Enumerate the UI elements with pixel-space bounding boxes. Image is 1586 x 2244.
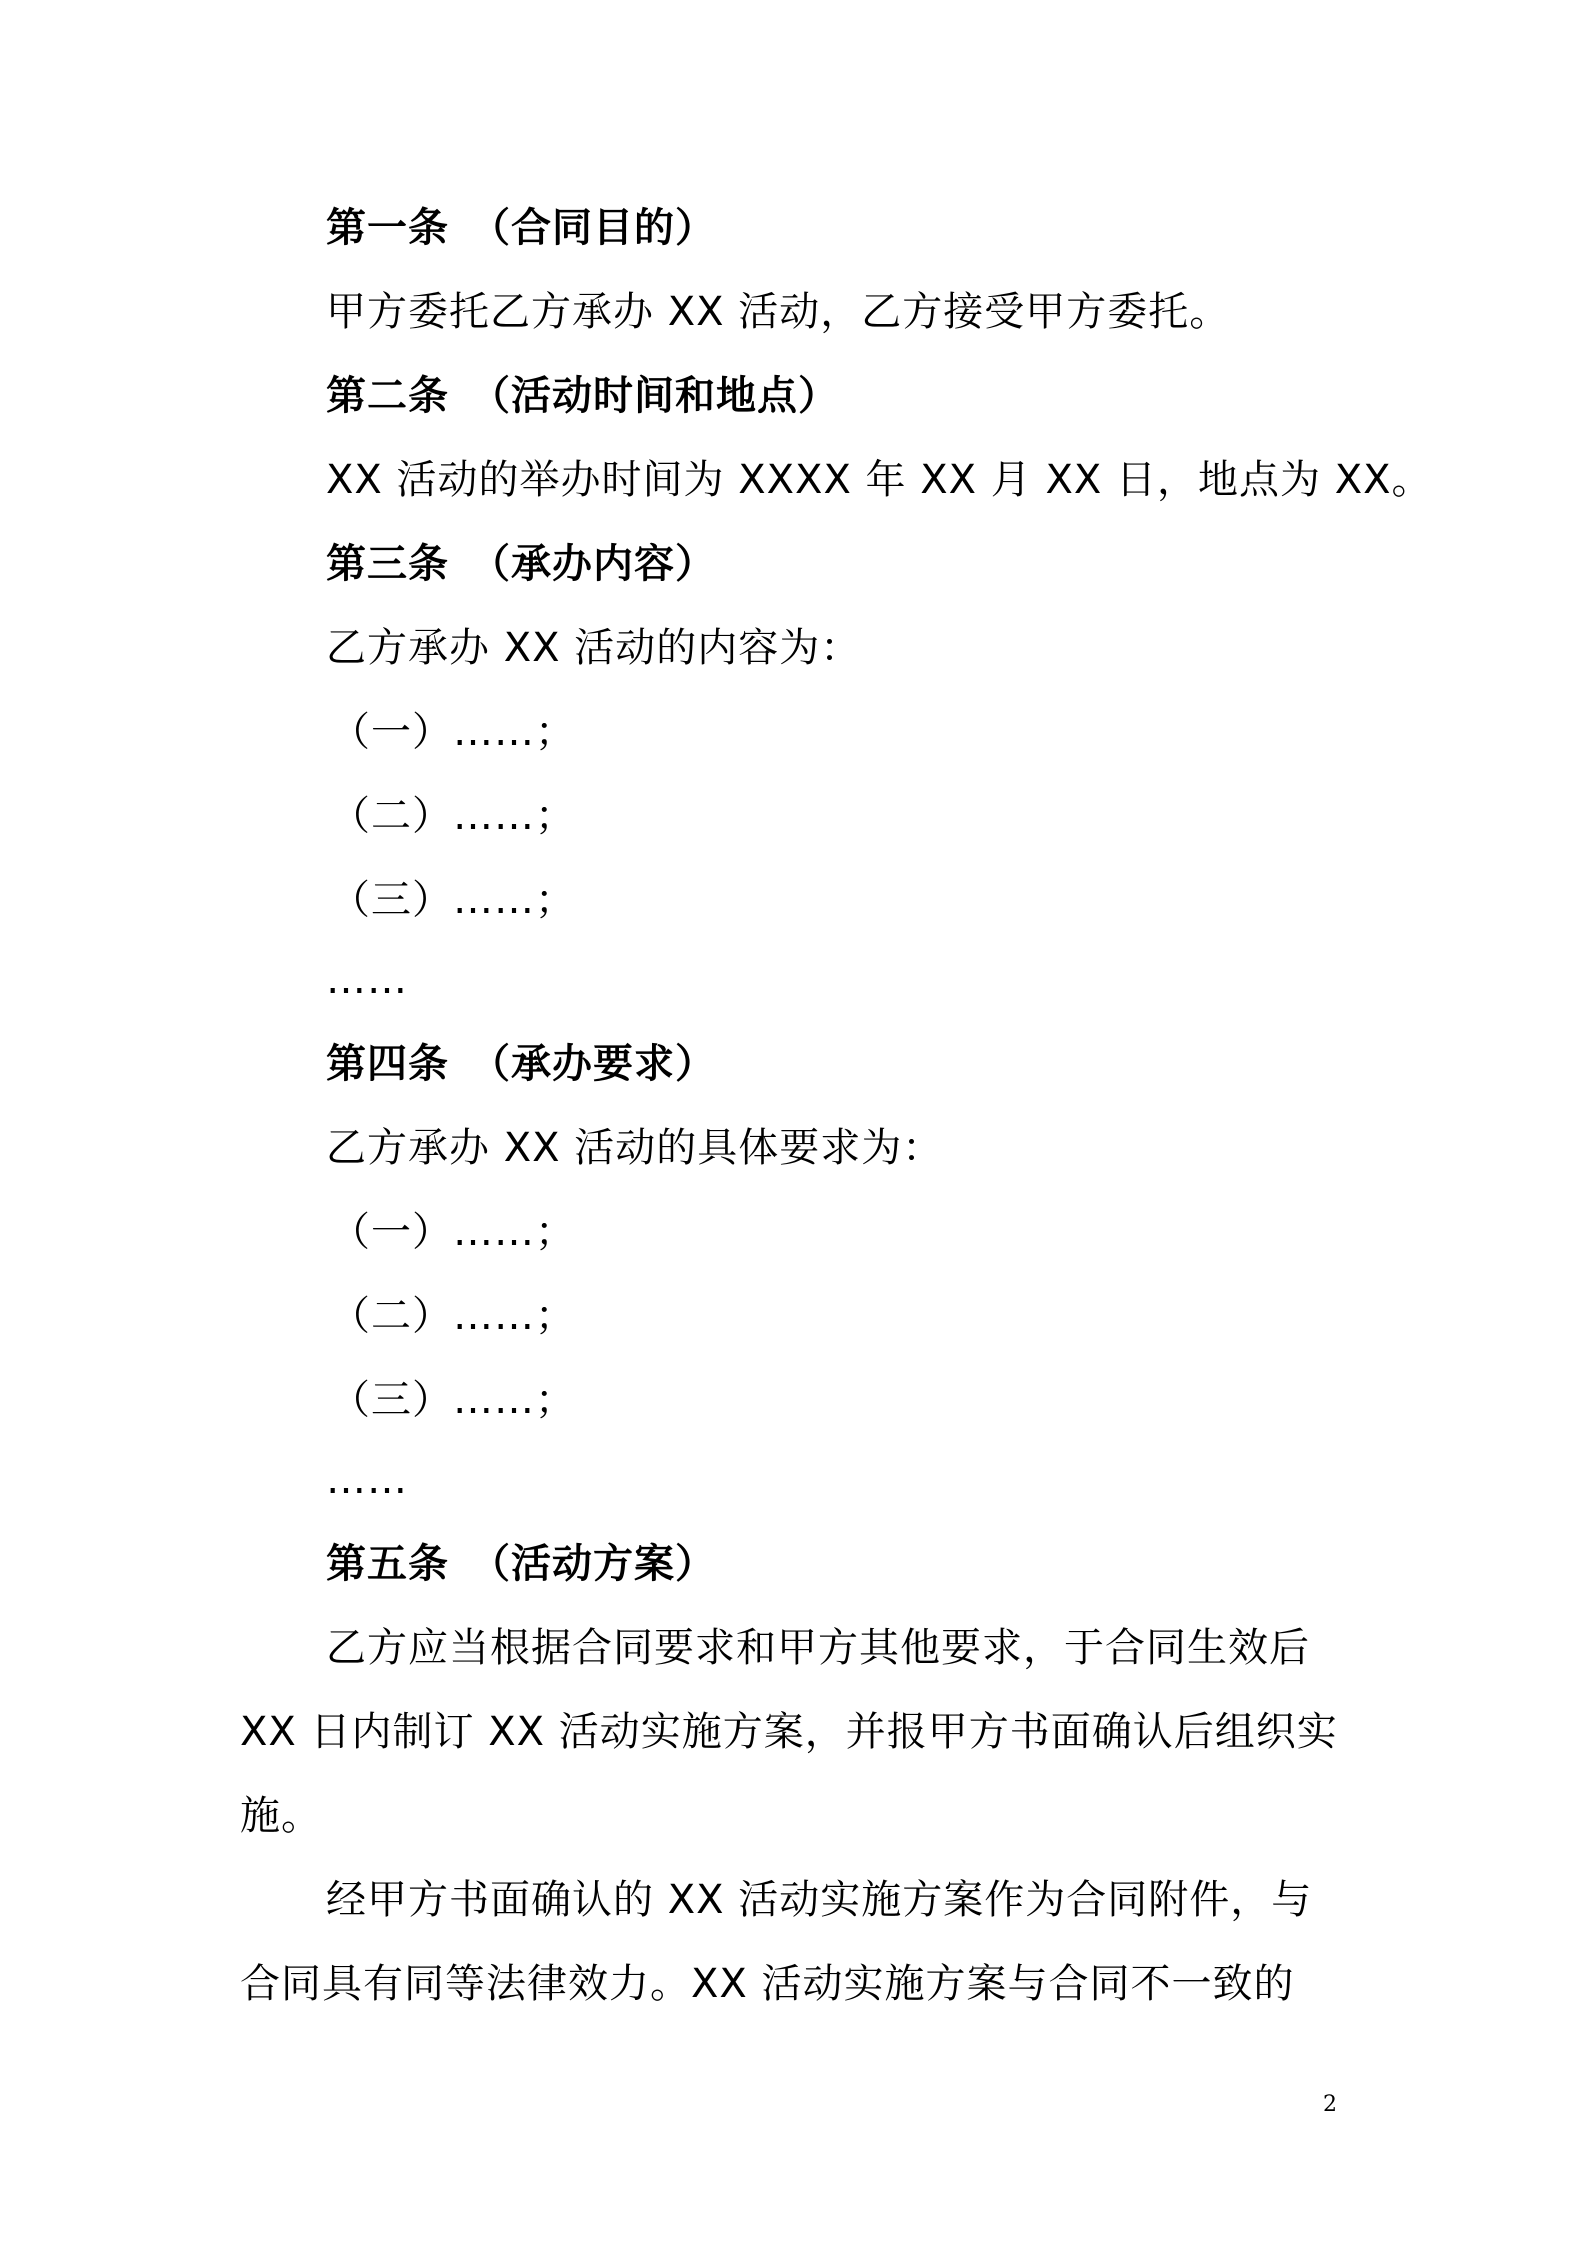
article-2-heading: 第二条 （活动时间和地点） (326, 373, 839, 419)
article-4-heading: 第四条 （承办要求） (326, 1041, 716, 1087)
article-2-text: XX 活动的举办时间为 XXXX 年 XX 月 XX 日，地点为 XX。 (326, 457, 1433, 503)
article-4-item-2: （二）……； (330, 1293, 576, 1339)
article-5-paragraph-1-line-2: XX 日内制订 XX 活动实施方案，并报甲方书面确认后组织实 (240, 1709, 1338, 1755)
article-4-item-3: （三）……； (330, 1377, 576, 1423)
article-3-heading: 第三条 （承办内容） (326, 541, 716, 587)
article-4-ellipsis: …… (326, 1457, 408, 1503)
article-5-paragraph-1-line-1: 乙方应当根据合同要求和甲方其他要求，于合同生效后 (326, 1625, 1310, 1671)
article-5-paragraph-2-line-2: 合同具有同等法律效力。XX 活动实施方案与合同不一致的 (240, 1961, 1295, 2007)
article-3-ellipsis: …… (326, 957, 408, 1003)
article-5-paragraph-2-line-1: 经甲方书面确认的 XX 活动实施方案作为合同附件，与 (326, 1877, 1313, 1923)
page-number: 2 (1323, 2092, 1337, 2117)
article-3-intro: 乙方承办 XX 活动的内容为： (326, 625, 862, 671)
article-5-heading: 第五条 （活动方案） (326, 1541, 716, 1587)
article-4-intro: 乙方承办 XX 活动的具体要求为： (326, 1125, 944, 1171)
article-3-item-3: （三）……； (330, 877, 576, 923)
article-1-heading: 第一条 （合同目的） (326, 205, 716, 251)
article-1-text: 甲方委托乙方承办 XX 活动，乙方接受甲方委托。 (326, 289, 1231, 335)
article-5-paragraph-1-line-3: 施。 (240, 1793, 322, 1839)
article-3-item-1: （一）……； (330, 709, 576, 755)
article-3-item-2: （二）……； (330, 793, 576, 839)
article-4-item-1: （一）……； (330, 1209, 576, 1255)
